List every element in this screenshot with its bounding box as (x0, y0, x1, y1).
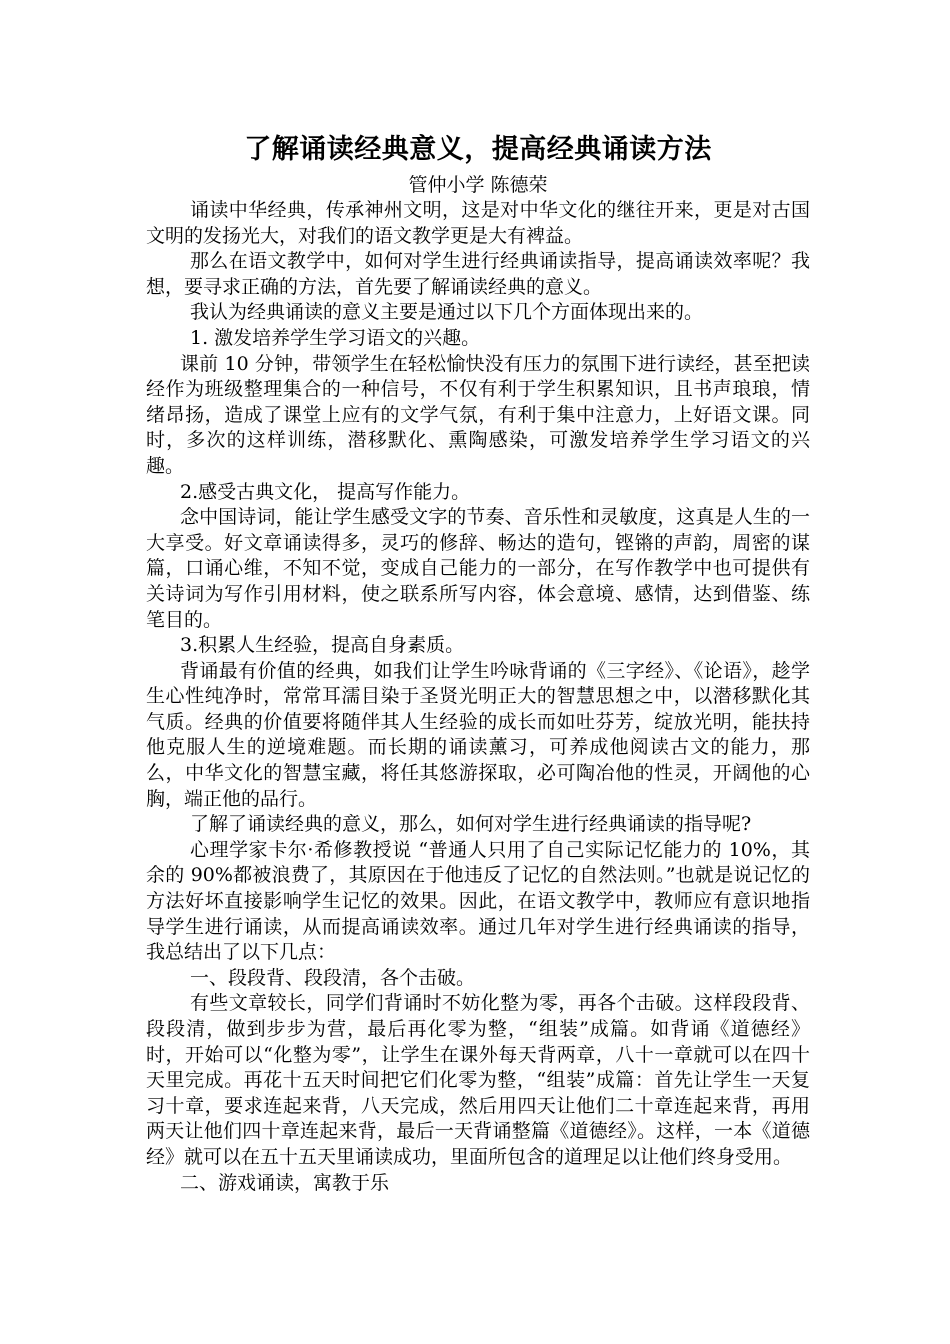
paragraph: 那么在语文教学中，如何对学生进行经典诵读指导，提高诵读效率呢？我想，要寻求正确的方法，首先要了解诵读经典的意义。 (146, 250, 810, 298)
document-title: 了解诵读经典意义，提高经典诵读方法 (244, 134, 712, 165)
section-heading: 1. 激发培养学生学习语文的兴趣。 (190, 326, 481, 349)
section-heading: 3.积累人生经验，提高自身素质。 (180, 634, 465, 657)
document-page (146, 128, 810, 1196)
paragraph: 我认为经典诵读的意义主要是通过以下几个方面体现出来的。 (190, 301, 704, 324)
paragraph: 诵读中华经典，传承神州文明，这是对中华文化的继往开来，更是对古国文明的发扬光大，对我们的语文教学更是大有裨益。 (146, 199, 810, 247)
section-heading: 2.感受古典文化， 提高写作能力。 (180, 480, 471, 503)
paragraph: 有些文章较长，同学们背诵时不妨化整为零，再各个击破。这样段段背、段段清，做到步步为营，最后再化零为整，“组装”成篇。如背诵《道德经》时，开始可以“化整为零”，让学生在课外每天背两章，八十一章就可以在四十天里完成。再花十五天时间把它们化零为整，“组装”成篇：首先让学生一天复习十章，要求连起来背，八天完成，然后用四天让他们二十章连起来背，再用两天让他们四十章连起来背，最后一天背诵整篇《道德经》。这样，一本《道德经》就可以在五十五天里诵读成功，里面所包含的道理足以让他们终身受用。 (146, 992, 810, 1168)
document-author: 管仲小学 陈德荣 (408, 174, 548, 196)
section-heading: 一、段段背、段段清，各个击破。 (190, 966, 476, 989)
paragraph: 心理学家卡尔·希修教授说 “普通人只用了自己实际记忆能力的 10%，其余的 90%都被浪费了，其原因在于他违反了记忆的自然法则。”也就是说记忆的方法好坏直接影响学生记忆的效果。因此，在语文教学中，教师应有意识地指导学生进行诵读，从而提高诵读效率。通过几年对学生进行经典诵读的指导，我总结出了以下几点： (146, 838, 810, 964)
paragraph: 背诵最有价值的经典，如我们让学生吟咏背诵的《三字经》、《论语》，趁学生心性纯净时，常常耳濡目染于圣贤光明正大的智慧思想之中，以潜移默化其气质。经典的价值要将随伴其人生经验的成长而如吐芬芳，绽放光明，能扶持他克服人生的逆境难题。而长期的诵读薰习，可养成他阅读古文的能力，那么，中华文化的智慧宝藏，将任其悠游探取，必可陶冶他的性灵，开阔他的心胸，端正他的品行。 (146, 659, 810, 810)
section-heading: 二、游戏诵读，寓教于乐 (180, 1171, 390, 1194)
paragraph: 念中国诗词，能让学生感受文字的节奏、音乐性和灵敏度，这真是人生的一大享受。好文章诵读得多，灵巧的修辞、畅达的造句，铿锵的声韵，周密的谋篇，口诵心维，不知不觉，变成自己能力的一部分，在写作教学中也可提供有关诗词为写作引用材料，使之联系所写内容，体会意境、感情，达到借鉴、练笔目的。 (146, 506, 810, 631)
paragraph: 课前 10 分钟，带领学生在轻松愉快没有压力的氛围下进行读经，甚至把读经作为班级整理集合的一种信号，不仅有利于学生积累知识，且书声琅琅，情绪昂扬，造成了课堂上应有的文学气氛，有利于集中注意力，上好语文课。同时，多次的这样训练，潜移默化、熏陶感染，可激发培养学生学习语文的兴趣。 (146, 352, 810, 477)
paragraph: 了解了诵读经典的意义，那么，如何对学生进行经典诵读的指导呢? (190, 813, 752, 836)
